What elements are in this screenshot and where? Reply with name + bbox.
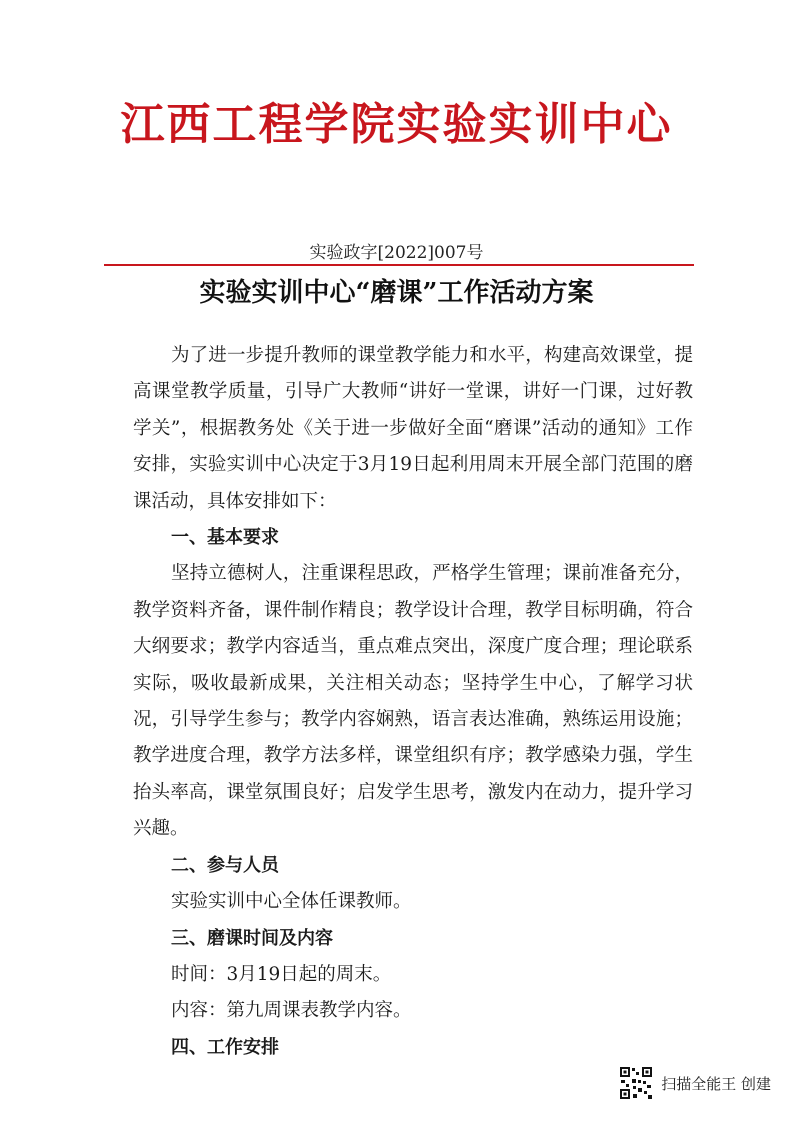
letterhead: 江西工程学院实验实训中心	[120, 99, 673, 150]
participants-paragraph: 实验实训中心全体任课教师。	[171, 891, 412, 913]
schedule-time: 时间：3月19日起的周末。	[171, 963, 392, 985]
scanner-watermark	[619, 1066, 771, 1100]
section-heading-schedule: 三、磨课时间及内容	[171, 927, 333, 949]
document-title: 实验实训中心“磨课”工作活动方案	[199, 278, 594, 308]
section-heading-requirements: 一、基本要求	[171, 527, 279, 549]
schedule-content: 内容：第九周课表教学内容。	[171, 1000, 412, 1022]
scanner-watermark-text: 扫描全能王 创建	[661, 1074, 771, 1093]
section-heading-participants: 二、参与人员	[171, 854, 279, 876]
red-divider	[104, 264, 694, 266]
document-number: 实验政字[2022]007号	[309, 243, 484, 263]
section-heading-arrangement: 四、工作安排	[171, 1036, 279, 1058]
document-body	[133, 338, 693, 1066]
requirements-paragraph: 坚持立德树人，注重课程思政，严格学生管理；课前准备充分，教学资料齐备，课件制作精良；教学设计合理，教学目标明确，符合大纲要求；教学内容适当，重点难点突出，深度广度合理；理论联系实际，吸收最新成果，关注相关动态；坚持学生中心，了解学习状况，引导学生参与；教学内容娴熟，语言表达准确，熟练运用设施；教学进度合理，教学方法多样，课堂组织有序；教学感染力强，学生抬头率高，课堂氛围良好；启发学生思考，激发内在动力，提升学习兴趣。	[133, 563, 693, 840]
intro-paragraph: 为了进一步提升教师的课堂教学能力和水平，构建高效课堂，提高课堂教学质量，引导广大教师“讲好一堂课，讲好一门课，过好教学关”，根据教务处《关于进一步做好全面“磨课”活动的通知》工作安排，实验实训中心决定于3月19日起利用周末开展全部门范围的磨课活动，具体安排如下：	[133, 345, 693, 512]
qr-code-icon	[619, 1066, 653, 1100]
